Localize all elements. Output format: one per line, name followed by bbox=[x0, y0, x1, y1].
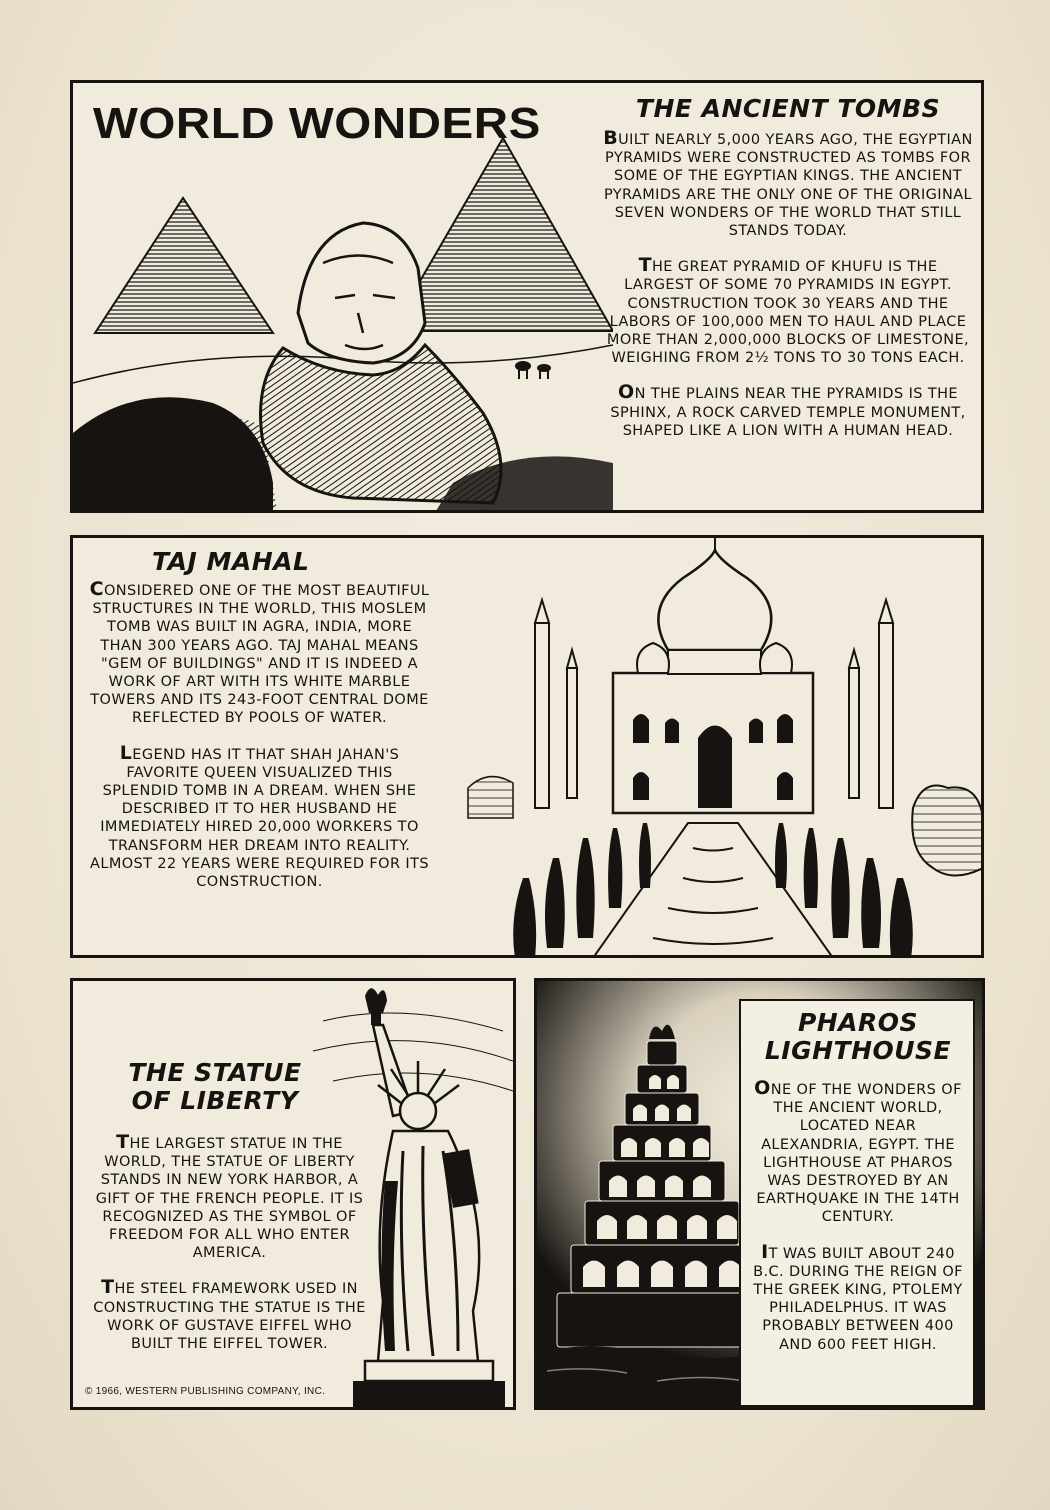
sphinx-head bbox=[298, 223, 425, 363]
tombs-paragraph-3: ON THE PLAINS NEAR THE PYRAMIDS IS THE SPHINX, A ROCK CARVED TEMPLE MONUMENT, SHAPED LIKE A LION WITH A HUMAN HEAD. bbox=[610, 381, 966, 439]
taj-mahal-illustration bbox=[443, 538, 983, 958]
taj-paragraph-1: CONSIDERED ONE OF THE MOST BEAUTIFUL STRUCTURES IN THE WORLD, THIS MOSLEM TOMB WAS BUILT IN AGRA, INDIA, MORE THAN 300 YEARS AGO. TAJ MAHAL MEANS "GEM OF BUILDINGS" AND IT IS INDEED A WORK OF ART WITH ITS WHITE MARBLE TOWERS AND ITS 243-FOOT CENTRAL DOME REFLECTED BY POOLS OF WATER. bbox=[89, 578, 430, 727]
tombs-paragraph-1: BUILT NEARLY 5,000 YEARS AGO, THE EGYPTIAN PYRAMIDS WERE CONSTRUCTED AS TOMBS FOR SOME OF THE EGYPTIAN KINGS. THE ANCIENT PYRAMIDS ARE THE ONLY ONE OF THE ORIGINAL SEVEN WONDERS OF THE WORLD THAT STILL STANDS TODAY. bbox=[603, 127, 973, 240]
taj-mahal-panel bbox=[70, 535, 984, 958]
ancient-tombs-panel bbox=[70, 80, 984, 513]
small-pyramid bbox=[95, 198, 273, 333]
taj-mahal-text bbox=[87, 548, 432, 907]
pharos-lighthouse-panel bbox=[534, 978, 985, 1410]
taj-paragraph-2: LEGEND HAS IT THAT SHAH JAHAN'S FAVORITE QUEEN VISUALIZED THIS SPLENDID TOMB IN A DREAM. WHEN SHE DESCRIBED IT TO HER HUSBAND HE IMMEDIATELY HIRED 20,000 WORKERS TO TRANSFORM HER DREAM INTO REALITY. ALMOST 22 YEARS WERE REQUIRED FOR ITS CONSTRUCTION. bbox=[90, 741, 429, 891]
taj-mahal-heading: TAJ MAHAL bbox=[152, 547, 310, 576]
copyright-notice: © 1966, WESTERN PUBLISHING COMPANY, INC. bbox=[85, 1386, 326, 1397]
liberty-paragraph-2: THE STEEL FRAMEWORK USED IN CONSTRUCTING THE STATUE IS THE WORK OF GUSTAVE EIFFEL WHO BUILT THE EIFFEL TOWER. bbox=[93, 1276, 366, 1353]
torch bbox=[365, 988, 387, 1013]
tombs-paragraph-2: THE GREAT PYRAMID OF KHUFU IS THE LARGEST OF SOME 70 PYRAMIDS IN EGYPT. CONSTRUCTION TOOK 30 YEARS AND THE LABORS OF 100,000 MEN TO HAUL AND PLACE MORE THAN 2,000,000 BLOCKS OF LIMESTONE, WEIGHING FROM 2½ TONS TO 30 TONS EACH. bbox=[606, 254, 970, 367]
liberty-paragraph-1: THE LARGEST STATUE IN THE WORLD, THE STATUE OF LIBERTY STANDS IN NEW YORK HARBOR, A GIFT OF THE FRENCH PEOPLE. IT IS RECOGNIZED AS THE SYMBOL OF FREEDOM FOR ALL WHO ENTER AMERICA. bbox=[95, 1131, 364, 1262]
ancient-tombs-text bbox=[603, 95, 973, 456]
pharos-paragraph-1: ONE OF THE WONDERS OF THE ANCIENT WORLD, LOCATED NEAR ALEXANDRIA, EGYPT. THE LIGHTHOUSE AT PHAROS WAS DESTROYED BY AN EARTHQUAKE IN THE 14TH CENTURY. bbox=[754, 1077, 962, 1226]
great-pyramid bbox=[391, 138, 613, 331]
pharos-lighthouse-heading: PHAROS LIGHTHOUSE bbox=[764, 1008, 952, 1065]
statue-of-liberty-text bbox=[87, 1059, 372, 1369]
page-title: WORLD WONDERS bbox=[93, 99, 541, 148]
pharos-paragraph-2: IT WAS BUILT ABOUT 240 B.C. DURING THE REIGN OF THE GREEK KING, PTOLEMY PHILADELPHUS. IT WAS PROBABLY BETWEEN 400 AND 600 FEET HIGH. bbox=[753, 1240, 963, 1353]
tree-cluster bbox=[912, 786, 983, 876]
pedestal bbox=[365, 1361, 493, 1381]
ancient-tombs-heading: THE ANCIENT TOMBS bbox=[635, 94, 941, 123]
taj-central-dome bbox=[658, 550, 771, 650]
camel-caravan bbox=[515, 361, 551, 379]
reflecting-pool bbox=[593, 823, 833, 958]
pharos-lighthouse-text bbox=[747, 1009, 969, 1370]
statue-of-liberty-panel bbox=[70, 978, 516, 1410]
statue-of-liberty-heading: THE STATUE OF LIBERTY bbox=[128, 1058, 302, 1115]
